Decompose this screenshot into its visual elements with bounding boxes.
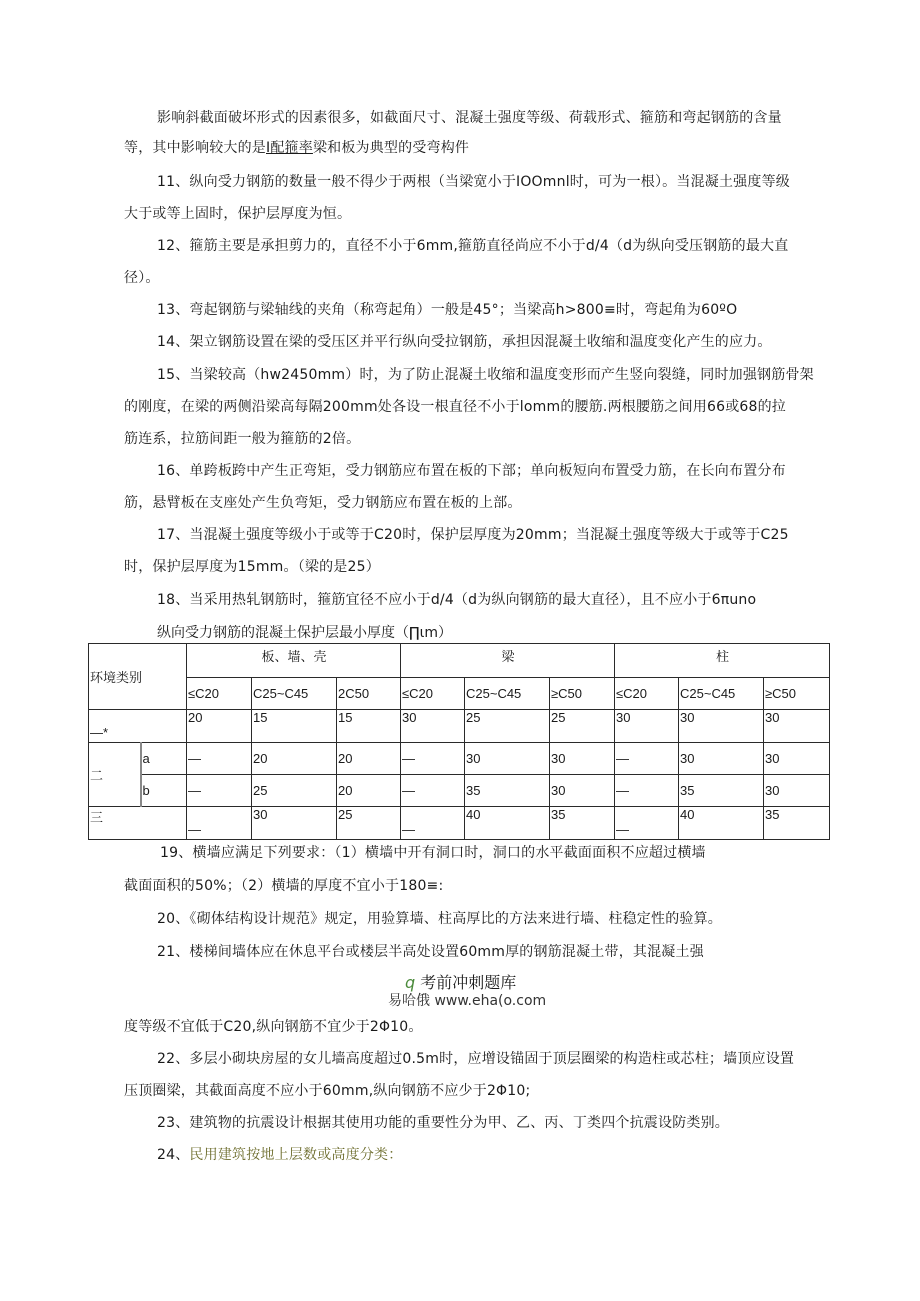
cover-thickness-table (88, 643, 830, 840)
value-cell: 25 (550, 710, 615, 743)
env-cell: —* (89, 710, 187, 743)
paragraph-15-line1: 15、当梁较高（hw2450mm）时，为了防止混凝土收缩和温度变形而产生竖向裂缝，同时加强钢筋骨架 (157, 367, 814, 383)
paragraph-16-line1: 16、单跨板跨中产生正弯矩，受力钢筋应布置在板的下部；单向板短向布置受力筋，在长向布置分布 (157, 463, 786, 479)
value-cell: 35 (550, 807, 615, 840)
table-row (89, 710, 830, 743)
env-sub-cell: a (141, 743, 187, 775)
subheader-cell: C25~C45 (679, 678, 764, 710)
paragraph-18: 18、当采用热轧钢筋时，箍筋宜径不应小于d/4（d为纵向钢筋的最大直径），且不应小于6πuno (157, 592, 757, 608)
value-cell: 30 (764, 743, 830, 775)
value-cell: 20 (187, 710, 252, 743)
watermark-logo-icon: q (405, 973, 416, 992)
value-cell: 30 (679, 743, 764, 775)
value-cell: 30 (615, 710, 679, 743)
value-cell: — (615, 743, 679, 775)
paragraph-17-line1: 17、当混凝土强度等级小于或等于C20时，保护层厚度为20mm；当混凝土强度等级大于或等于C25 (157, 527, 789, 543)
subheader-cell: ≤C20 (187, 678, 252, 710)
paragraph-24-number: 24、 (157, 1147, 190, 1163)
table-sub-header-row (89, 678, 830, 710)
paragraph-20: 20、《砌体结构设计规范》规定，用验算墙、柱高厚比的方法来进行墙、柱稳定性的验算。 (157, 911, 723, 927)
paragraph-24-highlight: 民用建筑按地上层数或高度分类： (189, 1147, 403, 1163)
value-cell: 30 (401, 710, 465, 743)
paragraph-14: 14、架立钢筋设置在梁的受压区并平行纵向受拉钢筋，承担因混凝土收缩和温度变化产生的应力。 (157, 334, 772, 350)
paragraph-12-line2: 径）。 (124, 270, 160, 286)
subheader-cell: ≥C50 (550, 678, 615, 710)
value-cell: 35 (764, 807, 830, 840)
subheader-cell: ≥C50 (764, 678, 830, 710)
value-cell: 40 (679, 807, 764, 840)
table-row (89, 807, 830, 840)
value-cell: 15 (337, 710, 401, 743)
paragraph-13: 13、弯起钢筋与梁轴线的夹角（称弯起角）一般是45°；当梁高h>800≡时，弯起角为60ºO (157, 302, 738, 318)
subheader-cell: C25~C45 (465, 678, 550, 710)
group-header-column: 柱 (615, 644, 830, 678)
value-cell: 35 (679, 775, 764, 807)
paragraph-11-line2: 大于或等上固时，保护层厚度为恒。 (124, 206, 352, 222)
value-cell: 40 (465, 807, 550, 840)
table-caption: 纵向受力钢筋的混凝土保护层最小厚度（∏ιm） (157, 625, 452, 641)
value-cell: — (401, 743, 465, 775)
group-header-beam: 梁 (401, 644, 615, 678)
value-cell: — (187, 807, 252, 840)
value-cell: 20 (337, 775, 401, 807)
value-cell: — (187, 743, 252, 775)
value-cell: 20 (337, 743, 401, 775)
watermark-title-text: 考前冲刺题库 (420, 973, 517, 992)
paragraph-15-line3: 筋连系，拉筋间距一般为箍筋的2倍。 (124, 431, 361, 447)
value-cell: — (401, 775, 465, 807)
value-cell: — (187, 775, 252, 807)
paragraph-intro-line1: 影响斜截面破坏形式的因素很多，如截面尺寸、混凝土强度等级、荷载形式、箍筋和弯起钢筋的含量 (157, 110, 782, 126)
env-cell: 三 (89, 807, 187, 840)
paragraph-19-line1: 19、横墙应满足下列要求：（1）横墙中开有洞口时，洞口的水平截面面积不应超过横墙 (160, 845, 706, 861)
value-cell: 30 (550, 743, 615, 775)
paragraph-22-line1: 22、多层小砌块房屋的女儿墙高度超过0.5m时，应增设锚固于顶层圈梁的构造柱或芯柱；墙顶应设置 (157, 1051, 795, 1067)
paragraph-21-line2: 度等级不宜低于C20,纵向钢筋不宜少于2Φ10。 (124, 1019, 423, 1035)
value-cell: — (401, 807, 465, 840)
paragraph-intro-line2 (124, 138, 844, 158)
value-cell: 25 (465, 710, 550, 743)
group-header-slab: 板、墙、壳 (187, 644, 401, 678)
paragraph-15-line2: 的刚度，在梁的两侧沿梁高每隔200mm处各设一根直径不小于lomm的腰筋.两根腰筋之间用66或68的拉 (124, 399, 787, 415)
value-cell: 25 (337, 807, 401, 840)
value-cell: — (615, 807, 679, 840)
subheader-cell: C25~C45 (252, 678, 337, 710)
paragraph-17-line2: 时，保护层厚度为15mm。（梁的是25） (124, 559, 380, 575)
env-header-cell: 环境类别 (89, 644, 187, 710)
value-cell: 15 (252, 710, 337, 743)
table-group-header-row (89, 644, 830, 678)
paragraph-21-line1: 21、楼梯间墙体应在休息平台或楼层半高处设置60mm厚的钢筋混凝土带，其混凝土强 (157, 944, 704, 960)
paragraph-19-line2: 截面面积的50%；（2）横墙的厚度不宜小于180≡: (124, 878, 444, 894)
value-cell: 30 (679, 710, 764, 743)
paragraph-22-line2: 压顶圈梁，其截面高度不应小于60mm,纵向钢筋不应少于2Φ10; (124, 1083, 531, 1099)
env-sub-cell: b (141, 775, 187, 807)
intro-text-b: 梁和板为典型的受弯构件 (312, 140, 470, 156)
paragraph-23: 23、建筑物的抗震设计根据其使用功能的重要性分为甲、乙、丙、丁类四个抗震设防类别。 (157, 1115, 730, 1131)
subheader-cell: ≤C20 (401, 678, 465, 710)
value-cell: 35 (465, 775, 550, 807)
paragraph-16-line2: 筋，悬臂板在支座处产生负弯矩，受力钢筋应布置在板的上部。 (124, 495, 522, 511)
underlined-term: I配箍率 (266, 140, 313, 156)
value-cell: 30 (465, 743, 550, 775)
value-cell: 30 (252, 807, 337, 840)
value-cell: 25 (252, 775, 337, 807)
intro-text-a: 等，其中影响较大的是 (124, 140, 266, 156)
paragraph-12-line1: 12、箍筋主要是承担剪力的，直径不小于6mm,箍筋直径尚应不小于d/4（d为纵向受压钢筋的最大直 (157, 238, 789, 254)
value-cell: 30 (764, 775, 830, 807)
paragraph-24 (157, 1145, 877, 1165)
value-cell: 30 (550, 775, 615, 807)
env-cell: 二 (89, 743, 141, 807)
table-row (89, 743, 830, 775)
table-row (89, 775, 830, 807)
paragraph-11-line1: 11、纵向受力钢筋的数量一般不得少于两根（当梁宽小于IOOmnl时，可为一根）。当混凝土强度等级 (157, 174, 790, 190)
value-cell: 30 (764, 710, 830, 743)
value-cell: 20 (252, 743, 337, 775)
subheader-cell: 2C50 (337, 678, 401, 710)
value-cell: — (615, 775, 679, 807)
watermark-subtitle: 易哈俄 www.eha(o.com (388, 993, 547, 1009)
subheader-cell: ≤C20 (615, 678, 679, 710)
